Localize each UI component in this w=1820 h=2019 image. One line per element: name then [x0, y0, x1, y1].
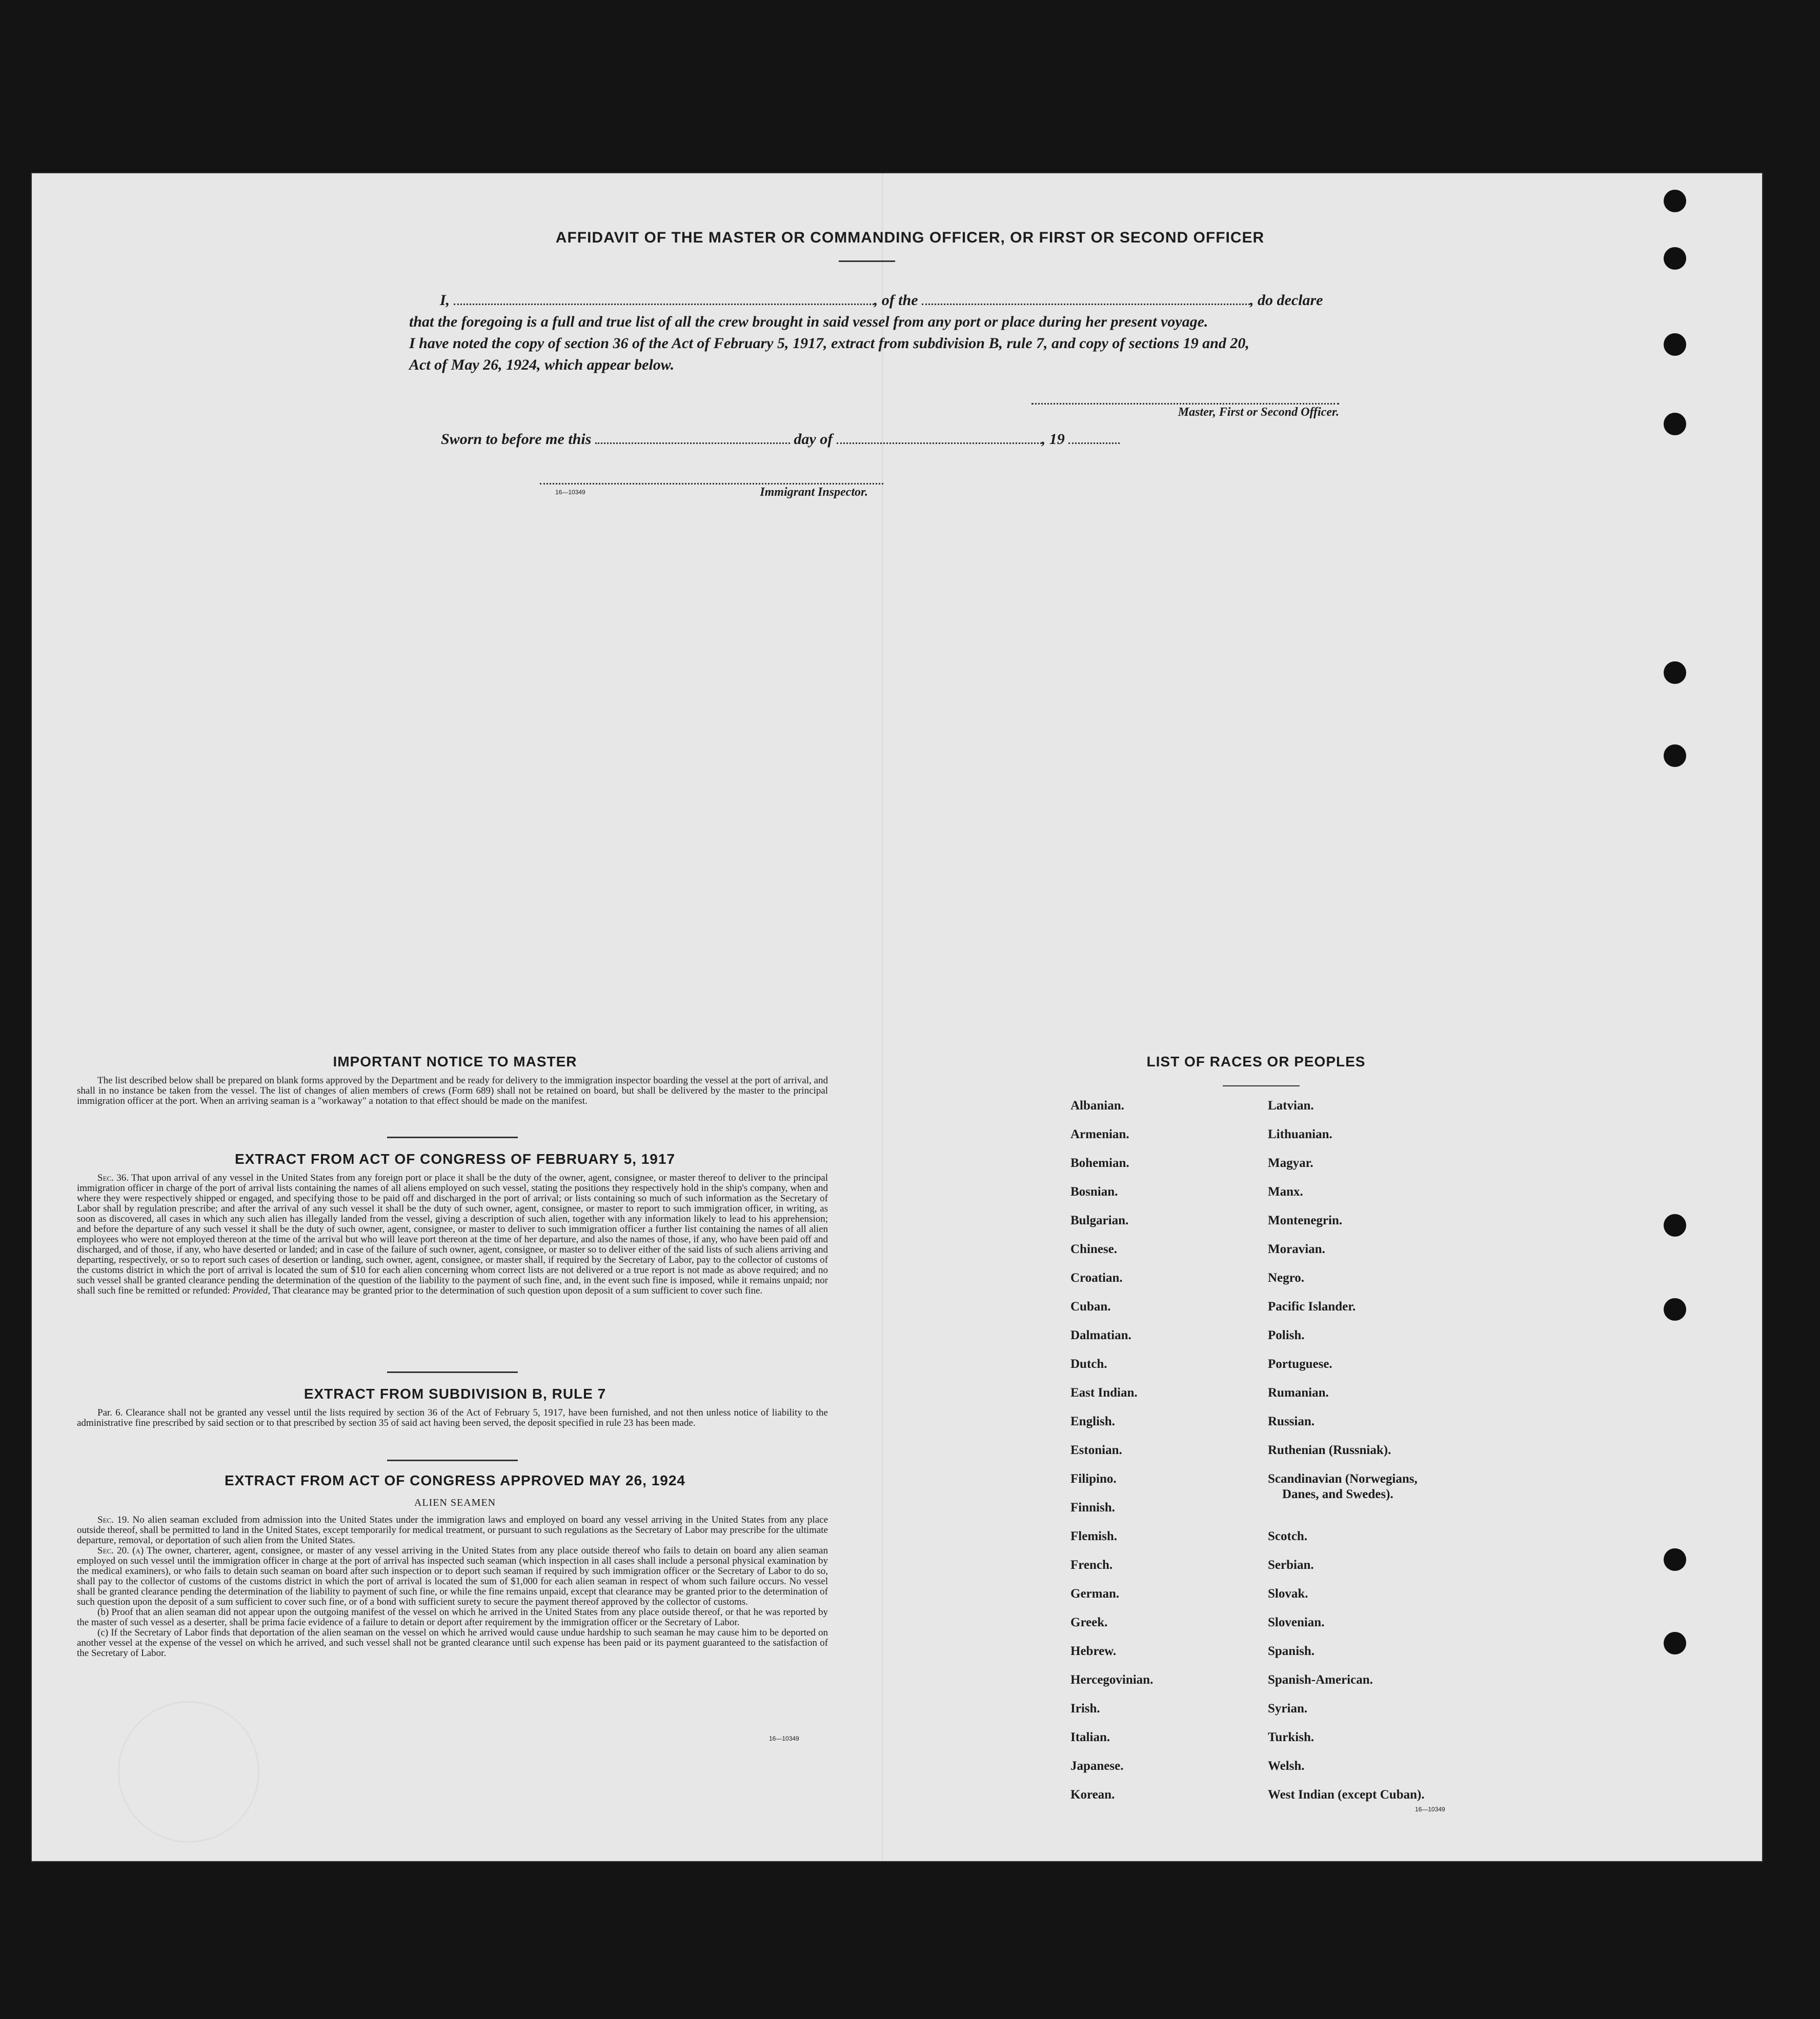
sec20a-text: The owner, charterer, agent, consignee, or master of any vessel arriving in the United States from any place outside thereof who fails to detain on board any alien seaman employed on such vessel until the immigration officer in charge at the port of arrival has inspected such seaman (which inspection in all cases shall include a personal physical examination by the medical examiners), or who fails to detain such seaman on board after such inspection or to deport such seaman if required by such immigration officer or the Secretary of Labor to do so, shall pay to the collector of customs of the customs district in which the port of arrival is located the sum of $1,000 for each alien seaman in respect of whom such failure occurs. No vessel shall be granted clearance pending the determination of the liability to payment of such fine, or while the fine remains unpaid, except that clearance may be granted prior to the determination of such question upon the deposit of a sum sufficient to cover such fine, or of a bond with sufficient surety to secure the payment thereof approved by the collector of customs.	[77, 1545, 828, 1607]
sec20-label: Sec. 20. (a)	[97, 1545, 144, 1556]
extract-1924-title: EXTRACT FROM ACT OF CONGRESS APPROVED MAY 26, 1924	[225, 1472, 685, 1488]
affidavit-line-2: that the foregoing is a full and true list of all the crew brought in said vessel from any port or place during her present voyage.	[409, 313, 1208, 330]
binder-hole	[1664, 661, 1686, 684]
race-list-item: Latvian.	[1268, 1099, 1314, 1113]
race-list-item: Negro.	[1268, 1271, 1305, 1285]
affidavit-line-3: I have noted the copy of section 36 of the Act of February 5, 1917, extract from subdivision B, rule 7, and copy of sections 19 and 20,	[409, 335, 1249, 352]
sworn-line	[441, 429, 1120, 450]
race-list-item: Estonian.	[1070, 1443, 1122, 1457]
signature-label: Master, First or Second Officer.	[1178, 406, 1339, 419]
race-list-item: Portuguese.	[1268, 1357, 1332, 1371]
race-list-item: German.	[1070, 1587, 1120, 1601]
affidavit-i: I,	[440, 292, 450, 309]
race-list-item: Greek.	[1070, 1616, 1108, 1629]
race-list-item: Armenian.	[1070, 1127, 1129, 1141]
signature-blank[interactable]	[1032, 400, 1339, 405]
race-list-item: Ruthenian (Russniak).	[1268, 1443, 1391, 1457]
race-list-item: English.	[1070, 1415, 1115, 1428]
race-list-item: Albanian.	[1070, 1099, 1124, 1113]
page-fold	[882, 173, 884, 1861]
extract-1917-text	[77, 1173, 828, 1296]
sworn-prefix: Sworn to before me this	[441, 431, 592, 448]
binder-hole	[1664, 190, 1686, 212]
races-divider	[1223, 1085, 1300, 1086]
affidavit-do-declare: , do declare	[1250, 292, 1323, 309]
title-divider	[839, 260, 895, 262]
sec19-paragraph	[77, 1515, 828, 1546]
race-list-item: Lithuanian.	[1268, 1127, 1332, 1141]
notice-title: IMPORTANT NOTICE TO MASTER	[333, 1054, 577, 1069]
race-list-item: Rumanian.	[1268, 1386, 1329, 1400]
binder-hole	[1664, 247, 1686, 270]
race-list-item: Turkish.	[1268, 1730, 1315, 1744]
rule7-paragraph: Par. 6. Clearance shall not be granted any vessel until the lists required by section 36 of the Act of February 5, 1917, have been furnished, and not then unless notice of liability to the administrative fine prescribed by said section or to that prescribed by section 35 of said act having been served, the deposit specified in rule 23 has been made.	[77, 1407, 828, 1428]
extract-rule7-title: EXTRACT FROM SUBDIVISION B, RULE 7	[304, 1386, 606, 1402]
binder-hole	[1664, 1214, 1686, 1237]
extract-1917-title: EXTRACT FROM ACT OF CONGRESS OF FEBRUARY 5, 1917	[234, 1151, 676, 1167]
race-list-item: Dutch.	[1070, 1357, 1107, 1371]
notice-paragraph: The list described below shall be prepared on blank forms approved by the Department and be ready for delivery to the immigration inspector boarding the vessel at the port of arrival, and shall in no instance be taken from the vessel. The list of changes of alien members of crews (Form 689) shall not be retained on board, but shall be delivered by the master to the principal immigration officer at the port. When an arriving seaman is a "workaway" a notation to that effect should be made on the manifest.	[77, 1075, 828, 1106]
race-list-item: Magyar.	[1268, 1156, 1313, 1170]
inspector-label: Immigrant Inspector.	[760, 486, 868, 499]
race-list-item: Welsh.	[1268, 1759, 1305, 1773]
sec20c-paragraph: (c) If the Secretary of Labor finds that deportation of the alien seaman on the vessel on which he arrived would cause undue hardship to such seaman he may cause him to be deported on another vessel at the expense of the vessel on which he arrived, and such vessel shall not be granted clearance until such expense has been paid or its payment guaranteed to the satisfaction of the Secretary of Labor.	[77, 1627, 828, 1659]
race-list-item: Spanish-American.	[1268, 1673, 1373, 1687]
race-list-item: French.	[1070, 1558, 1113, 1572]
affidavit-line-4: Act of May 26, 1924, which appear below.	[409, 356, 675, 373]
race-list-item: Russian.	[1268, 1415, 1315, 1428]
race-list-item: Croatian.	[1070, 1271, 1123, 1285]
race-list-item: Chinese.	[1070, 1242, 1117, 1256]
binder-hole	[1664, 744, 1686, 767]
alien-seamen-subtitle: ALIEN SEAMEN	[414, 1497, 496, 1508]
sec20b-paragraph: (b) Proof that an alien seaman did not appear upon the outgoing manifest of the vessel on which he arrived in the United States from any place outside thereof, or that he was reported by the master of such vessel as a deserter, shall be prima facie evidence of a failure to detain or deport after requirement by the immigration officer or the Secretary of Labor.	[77, 1607, 828, 1628]
binder-hole	[1664, 1298, 1686, 1321]
sworn-day-blank[interactable]	[595, 442, 790, 444]
sec36-paragraph	[77, 1173, 828, 1296]
race-list-item: Hebrew.	[1070, 1644, 1117, 1658]
form-number-right: 16—10349	[1415, 1806, 1445, 1813]
race-list-item: East Indian.	[1070, 1386, 1138, 1400]
extract-1924-text	[77, 1515, 828, 1659]
affidavit-of-the: , of the	[874, 292, 918, 309]
inspector-blank[interactable]	[540, 480, 883, 484]
sec36-text: That upon arrival of any vessel in the United States from any foreign port or place it shall be the duty of the owner, agent, consignee, or master thereof to deliver to the principal immigration officer in charge of the port of arrival lists containing the names of all aliens employed on such vessel, stating the positions they respectively hold in the ship's company, when and where they were respectively shipped or engaged, and specifying those to be paid off and discharged in the port of arrival; or lists containing so much of such information as the Secretary of Labor shall by regulation prescribe; and after the arrival of any such vessel it shall be the duty of such owner, agent, consignee, or master to report to such immigration officer, in writing, as soon as discovered, all cases in which any such alien has illegally landed from the vessel, giving a description of such alien, together with any information likely to lead to his apprehension; and before the departure of any such vessel it shall be the duty of such owner, agent, consignee, or master to deliver to such immigration officer a further list containing the names of all alien employees who were not employed thereon at the time of the arrival but who will leave port thereon at the time of her departure, and also the names of those, if any, who have been paid off and discharged, and of those, if any, who have deserted or landed; and in case of the failure of such owner, agent, consignee, or master so to deliver either of the said lists of such aliens arriving and departing, respectively, or so to report such cases of desertion or landing, such owner, agent, consignee, or master shall, if required by the Secretary of Labor, pay to the collector of customs of the customs district in which the port of arrival is located the sum of $10 for each alien concerning whom correct lists are not delivered or a true report is not made as above required; and no such vessel shall be granted clearance pending the determination of the question of the liability to the payment of such fine, and, in the event such fine is imposed, while it remains unpaid; nor shall such fine be remitted or refunded:	[77, 1173, 828, 1296]
sec19-label: Sec. 19.	[97, 1515, 130, 1525]
race-list-item: Scotch.	[1268, 1529, 1308, 1543]
name-blank[interactable]	[454, 304, 874, 305]
race-list-item: Bulgarian.	[1070, 1214, 1129, 1227]
race-list-item: Slovenian.	[1268, 1616, 1325, 1629]
binder-hole	[1664, 1632, 1686, 1654]
race-list-item: Filipino.	[1070, 1472, 1117, 1486]
race-list-item: Hercegovinian.	[1070, 1673, 1154, 1687]
race-list-item: Korean.	[1070, 1788, 1115, 1802]
race-list-item: Pacific Islander.	[1268, 1300, 1356, 1314]
signature-block	[1032, 400, 1339, 419]
race-list-item: Slovak.	[1268, 1587, 1308, 1601]
race-list-item: Polish.	[1268, 1328, 1305, 1342]
race-list-item: Montenegrin.	[1268, 1214, 1343, 1227]
form-number: 16—10349	[555, 489, 585, 496]
form-number-left: 16—10349	[769, 1735, 799, 1742]
races-right-column	[1268, 1099, 1425, 1816]
section-divider	[387, 1460, 518, 1461]
sworn-year-blank[interactable]	[1068, 442, 1120, 444]
sworn-day-of: day of	[794, 431, 833, 448]
inspector-block	[540, 480, 883, 502]
race-list-item: Moravian.	[1268, 1242, 1325, 1256]
race-list-item: Syrian.	[1268, 1702, 1308, 1715]
race-list-item: Serbian.	[1268, 1558, 1314, 1572]
race-list-item: Finnish.	[1070, 1501, 1115, 1515]
race-list-item: Scandinavian (Norwegians,	[1268, 1472, 1418, 1486]
binder-hole	[1664, 333, 1686, 356]
race-list-item: Dalmatian.	[1070, 1328, 1131, 1342]
vessel-blank[interactable]	[922, 304, 1250, 305]
sec36-label: Sec. 36.	[97, 1173, 129, 1183]
races-left-column	[1070, 1099, 1153, 1816]
races-title: LIST OF RACES OR PEOPLES	[1146, 1054, 1366, 1069]
affidavit-title: AFFIDAVIT OF THE MASTER OR COMMANDING OFFICER, OR FIRST OR SECOND OFFICER	[555, 229, 1265, 246]
race-list-item: Bosnian.	[1070, 1185, 1118, 1199]
race-list-item: Flemish.	[1070, 1529, 1117, 1543]
race-list-item: Bohemian.	[1070, 1156, 1129, 1170]
notice-text	[77, 1076, 828, 1106]
race-list-item: Spanish.	[1268, 1644, 1315, 1658]
section-divider	[387, 1137, 518, 1138]
embossed-seal	[118, 1701, 259, 1843]
sec20a-paragraph	[77, 1546, 828, 1607]
race-list-item: West Indian (except Cuban).	[1268, 1788, 1425, 1802]
race-list-item: Cuban.	[1070, 1300, 1111, 1314]
binder-hole	[1664, 413, 1686, 435]
affidavit-line-1	[440, 290, 1363, 311]
extract-rule7-text	[77, 1408, 828, 1428]
provided-label: Provided,	[232, 1285, 271, 1296]
binder-hole	[1664, 1548, 1686, 1571]
race-list-item: Irish.	[1070, 1702, 1100, 1715]
race-list-item: Manx.	[1268, 1185, 1303, 1199]
sworn-year: , 19	[1041, 431, 1065, 448]
sworn-month-blank[interactable]	[837, 442, 1042, 444]
race-list-item: Danes, and Swedes).	[1282, 1487, 1393, 1501]
provided-text: That clearance may be granted prior to the determination of such question upon deposit of a sum sufficient to cover such fine.	[272, 1285, 763, 1296]
section-divider	[387, 1371, 518, 1373]
race-list-item: Italian.	[1070, 1730, 1110, 1744]
sec19-text: No alien seaman excluded from admission into the United States under the immigration laws and employed on board any vessel arriving in the United States from any place outside thereof, shall be permitted to land in the United States, except temporarily for medical treatment, or pursuant to such regulations as the Secretary of Labor may prescribe for the ultimate departure, removal, or deportation of such alien from the United States.	[77, 1515, 828, 1546]
race-list-item: Japanese.	[1070, 1759, 1124, 1773]
